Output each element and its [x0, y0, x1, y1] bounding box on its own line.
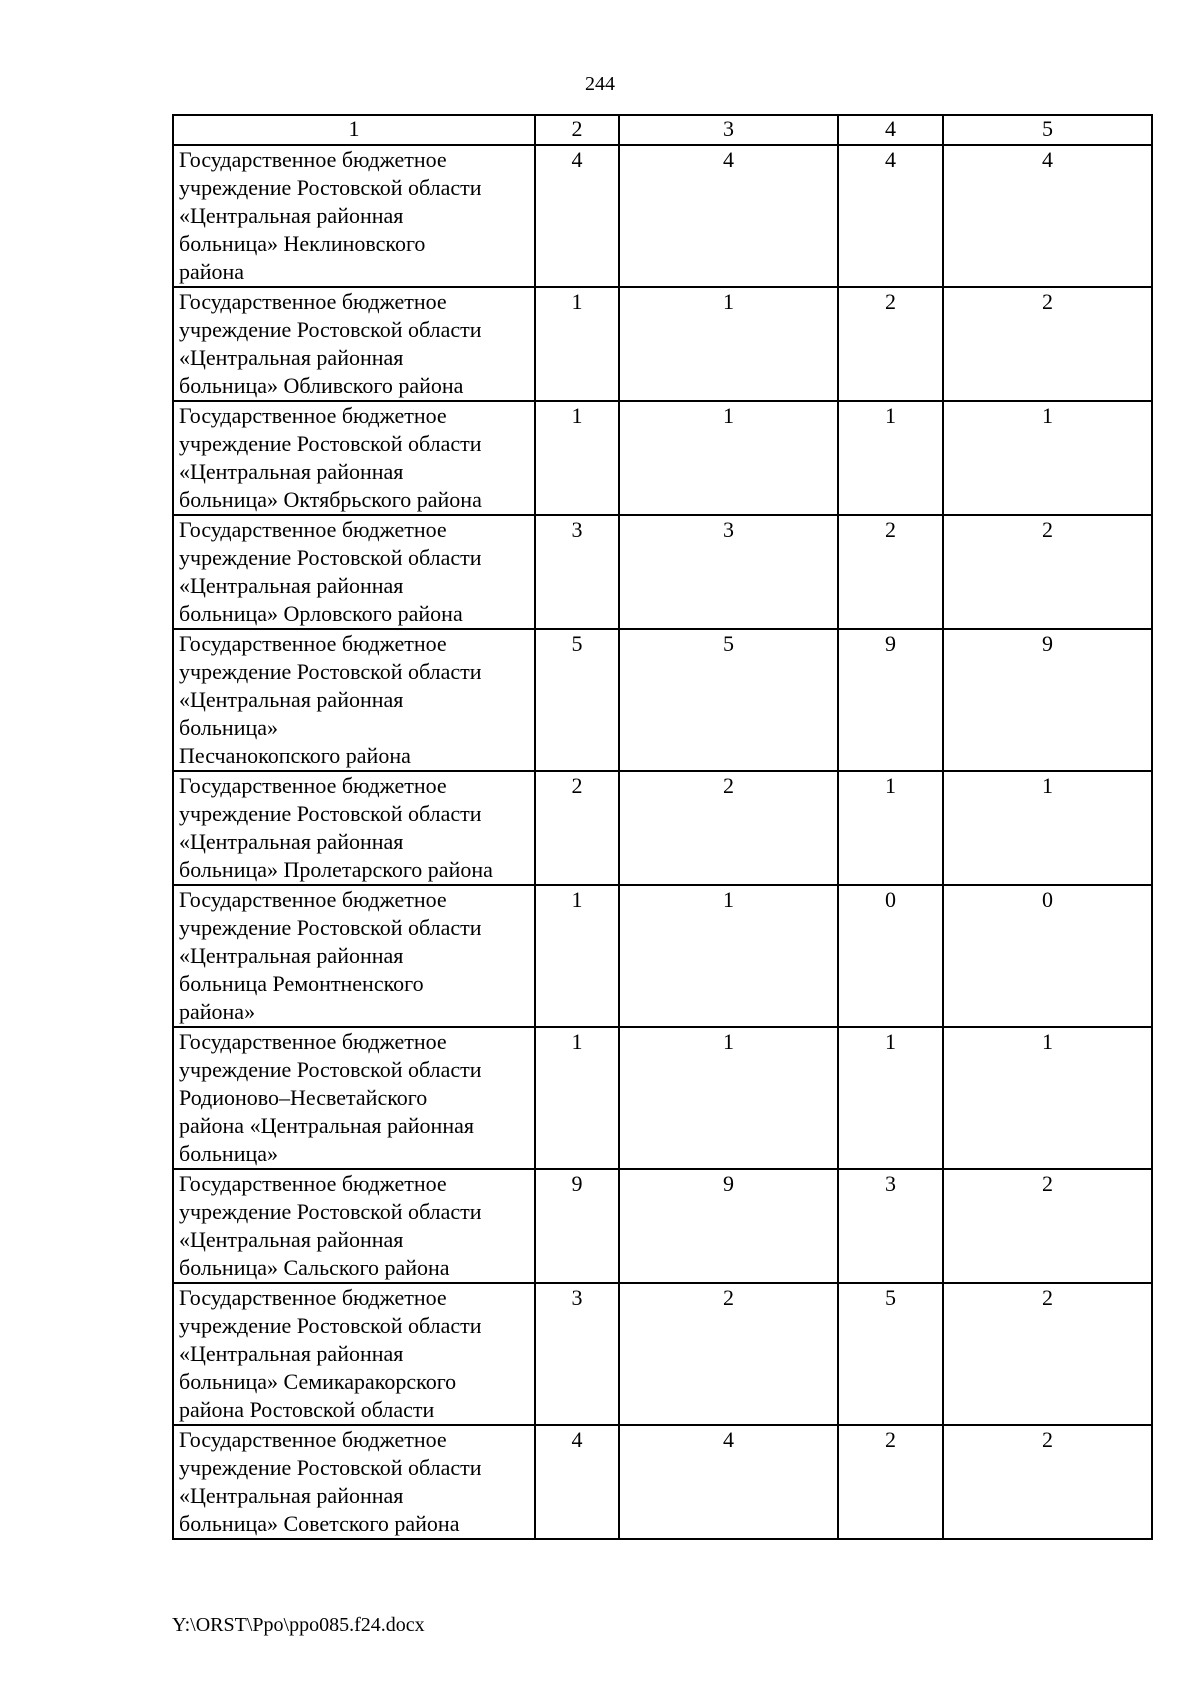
value-col-4: 2	[838, 287, 943, 401]
institution-name: Государственное бюджетное учреждение Ростовской области «Центральная районная больница» Октябрьского района	[173, 401, 535, 515]
institution-name: Государственное бюджетное учреждение Ростовской области «Центральная районная больница» Семикаракорского района Ростовской области	[173, 1283, 535, 1425]
value-col-5: 1	[943, 401, 1152, 515]
column-header-2: 2	[535, 115, 619, 145]
value-col-4: 1	[838, 771, 943, 885]
value-col-2: 2	[535, 771, 619, 885]
value-col-3: 2	[619, 1283, 838, 1425]
value-col-3: 1	[619, 287, 838, 401]
value-col-3: 4	[619, 1425, 838, 1539]
table-row	[173, 1425, 1152, 1539]
institution-name: Государственное бюджетное учреждение Ростовской области «Центральная районная больница» Сальского района	[173, 1169, 535, 1283]
value-col-2: 4	[535, 1425, 619, 1539]
table-header-row	[173, 115, 1152, 145]
institution-name: Государственное бюджетное учреждение Ростовской области Родионово–Несветайского района «Центральная районная больница»	[173, 1027, 535, 1169]
value-col-2: 1	[535, 885, 619, 1027]
hospitals-table	[172, 114, 1153, 1540]
value-col-2: 5	[535, 629, 619, 771]
value-col-2: 1	[535, 1027, 619, 1169]
value-col-3: 2	[619, 771, 838, 885]
column-header-3: 3	[619, 115, 838, 145]
institution-name: Государственное бюджетное учреждение Ростовской области «Центральная районная больница» Советского района	[173, 1425, 535, 1539]
institution-name: Государственное бюджетное учреждение Ростовской области «Центральная районная больница» Орловского района	[173, 515, 535, 629]
table-row	[173, 885, 1152, 1027]
value-col-4: 1	[838, 1027, 943, 1169]
value-col-4: 2	[838, 515, 943, 629]
table-row	[173, 401, 1152, 515]
institution-name: Государственное бюджетное учреждение Ростовской области «Центральная районная больница» Пролетарского района	[173, 771, 535, 885]
value-col-2: 3	[535, 1283, 619, 1425]
value-col-3: 1	[619, 401, 838, 515]
document-file-path: Y:\ORST\Ppo\ppo085.f24.docx	[172, 1614, 425, 1636]
value-col-5: 1	[943, 771, 1152, 885]
value-col-2: 4	[535, 145, 619, 287]
value-col-4: 4	[838, 145, 943, 287]
value-col-5: 9	[943, 629, 1152, 771]
value-col-3: 4	[619, 145, 838, 287]
table-row	[173, 1169, 1152, 1283]
value-col-5: 1	[943, 1027, 1152, 1169]
value-col-4: 9	[838, 629, 943, 771]
value-col-5: 2	[943, 515, 1152, 629]
value-col-3: 5	[619, 629, 838, 771]
table-row	[173, 1027, 1152, 1169]
value-col-3: 9	[619, 1169, 838, 1283]
value-col-5: 2	[943, 1283, 1152, 1425]
value-col-2: 9	[535, 1169, 619, 1283]
table-row	[173, 629, 1152, 771]
value-col-2: 1	[535, 401, 619, 515]
column-header-5: 5	[943, 115, 1152, 145]
value-col-2: 3	[535, 515, 619, 629]
value-col-3: 3	[619, 515, 838, 629]
institution-name: Государственное бюджетное учреждение Ростовской области «Центральная районная больница» Неклиновского района	[173, 145, 535, 287]
value-col-3: 1	[619, 1027, 838, 1169]
value-col-5: 4	[943, 145, 1152, 287]
value-col-4: 1	[838, 401, 943, 515]
column-header-4: 4	[838, 115, 943, 145]
table-row	[173, 771, 1152, 885]
table-row	[173, 1283, 1152, 1425]
value-col-3: 1	[619, 885, 838, 1027]
table-row	[173, 287, 1152, 401]
value-col-4: 0	[838, 885, 943, 1027]
value-col-5: 2	[943, 1425, 1152, 1539]
value-col-5: 0	[943, 885, 1152, 1027]
table-row	[173, 145, 1152, 287]
institution-name: Государственное бюджетное учреждение Ростовской области «Центральная районная больница Ремонтненского района»	[173, 885, 535, 1027]
column-header-1: 1	[173, 115, 535, 145]
page-number: 244	[585, 73, 615, 95]
table-row	[173, 515, 1152, 629]
value-col-2: 1	[535, 287, 619, 401]
institution-name: Государственное бюджетное учреждение Ростовской области «Центральная районная больница» Песчанокопского района	[173, 629, 535, 771]
value-col-5: 2	[943, 1169, 1152, 1283]
value-col-4: 3	[838, 1169, 943, 1283]
institution-name: Государственное бюджетное учреждение Ростовской области «Центральная районная больница» Обливского района	[173, 287, 535, 401]
value-col-4: 5	[838, 1283, 943, 1425]
value-col-5: 2	[943, 287, 1152, 401]
value-col-4: 2	[838, 1425, 943, 1539]
